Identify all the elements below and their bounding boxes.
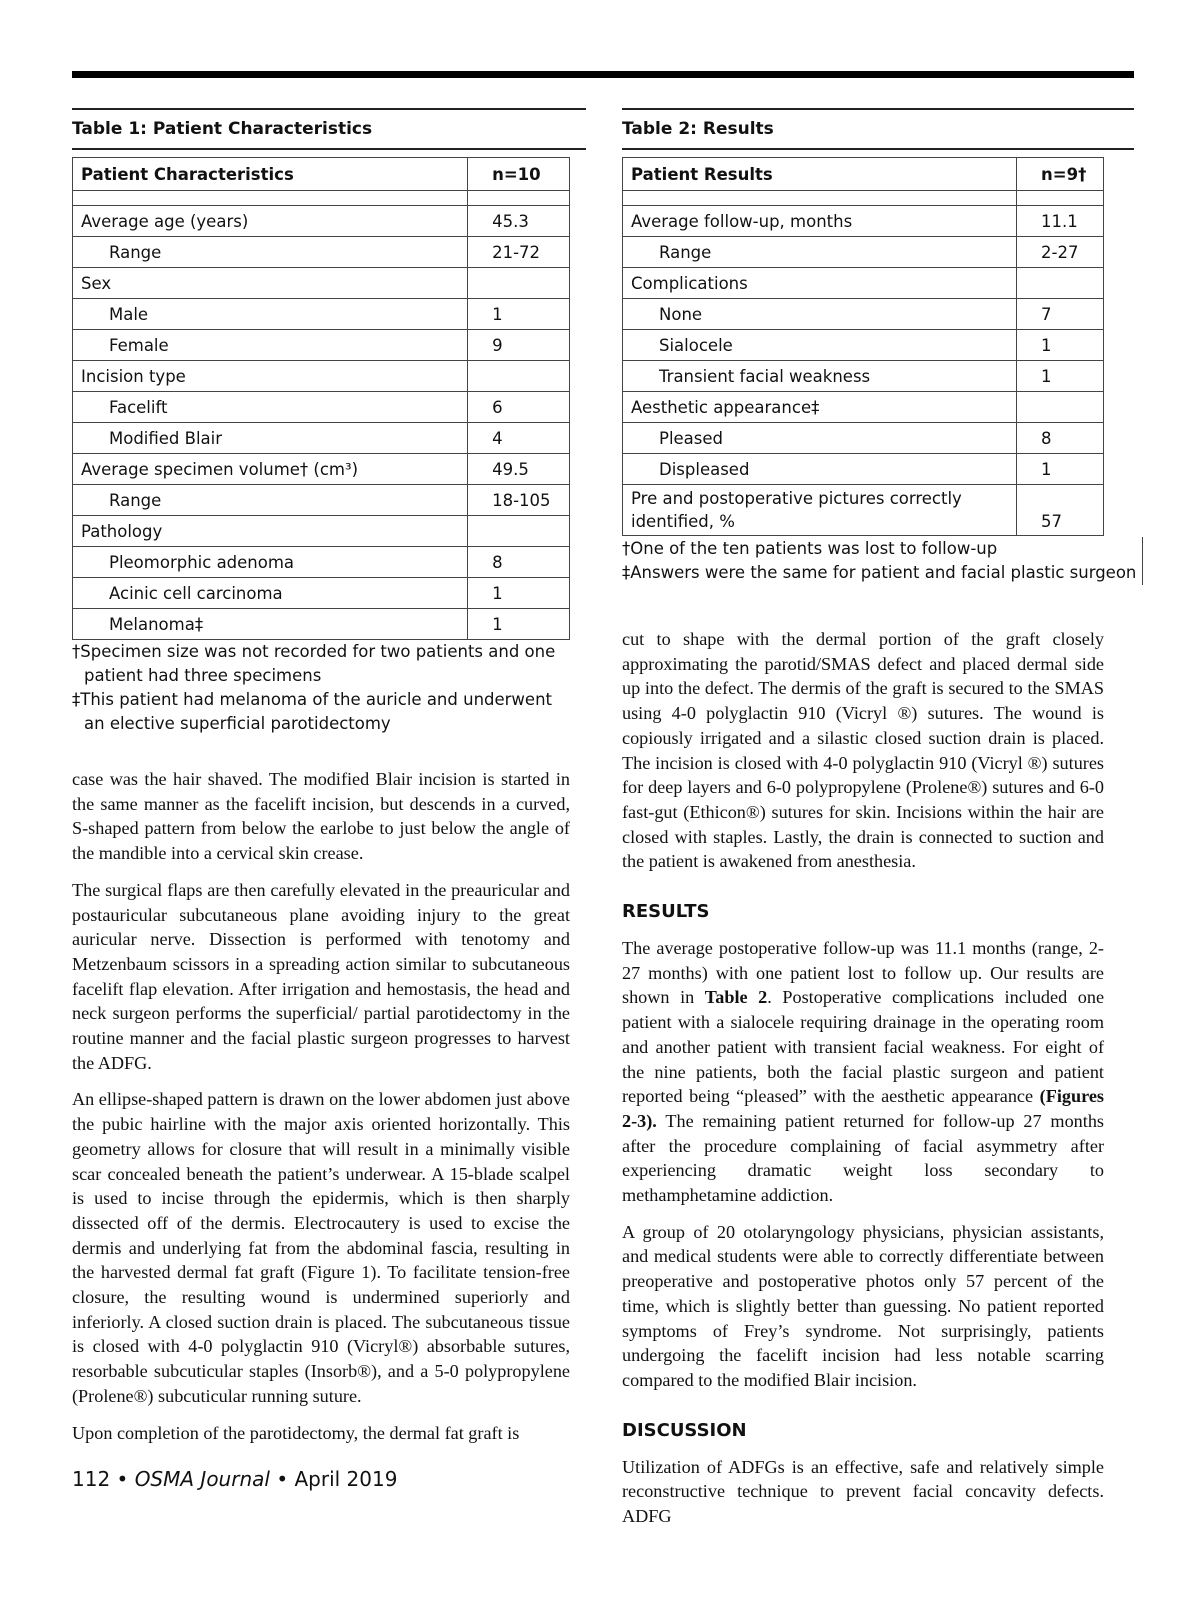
table-header-cell: Patient Results — [623, 158, 1017, 191]
row-label: Sex — [73, 268, 468, 299]
issue-date: • April 2019 — [276, 1467, 398, 1491]
row-value: 2-27 — [1017, 237, 1104, 268]
row-label: Displeased — [623, 454, 1017, 485]
row-label: Pleomorphic adenoma — [73, 547, 468, 578]
discussion-heading: DISCUSSION — [622, 1419, 747, 1441]
table-footnote: †Specimen size was not recorded for two patients and one patient had three specimens — [72, 642, 556, 685]
table-row — [73, 268, 570, 299]
row-value: 8 — [1017, 423, 1104, 454]
row-value: 1 — [1017, 454, 1104, 485]
table-header-row — [623, 158, 1104, 191]
paragraph: Utilization of ADFGs is an effective, safe and relatively simple reconstructive technique to prevent facial concavity defects. ADFG — [622, 1456, 1104, 1527]
results-paragraph: The average postoperative follow-up was 11.1 months (range, 2-27 months) with one patient lost to follow up. Our results are shown in Table 2. Postoperative complications included one patient with a sialocele requiring drainage in the operating room and another patient with transient facial weakness. For eight of the nine patients, both the facial plastic surgeon and patient reported being “pleased” with the aesthetic appearance (Figures 2-3). The remaining patient returned for follow-up 27 months after the procedure complaining of facial asymmetry after experiencing dramatic weight loss secondary to methamphetamine addiction. — [622, 938, 1105, 1206]
row-label: Range — [73, 237, 468, 268]
table-row — [73, 206, 570, 237]
table-header-cell: Patient Characteristics — [73, 158, 468, 191]
table-header-cell: n=9† — [1017, 158, 1104, 191]
row-label: Aesthetic appearance‡ — [623, 392, 1017, 423]
journal-name: OSMA Journal — [134, 1467, 270, 1491]
table-header-row — [73, 158, 570, 191]
row-value — [468, 516, 570, 547]
row-label: Pre and postoperative pictures correctly identified, % — [623, 485, 1017, 536]
row-label: Complications — [623, 268, 1017, 299]
table-row — [623, 485, 1104, 536]
table-row — [73, 392, 570, 423]
table-row — [623, 361, 1104, 392]
row-value: 18-105 — [468, 485, 570, 516]
paragraph: The surgical flaps are then carefully elevated in the preauricular and postauricular subcutaneous plane avoiding injury to the great auricular nerve. Dissection is performed with tenotomy and Metzenbaum scissors in a spreading action similar to subcutaneous facelift flap elevation. After irrigation and hemostasis, the head and neck surgeon performs the superficial/ partial parotidectomy in the routine manner and the facial plastic surgeon progresses to harvest the ADFG. — [72, 879, 570, 1073]
row-value: 4 — [468, 423, 570, 454]
table-footnote: ‡Answers were the same for patient and facial plastic surgeon — [622, 563, 1137, 582]
table-row — [73, 609, 570, 640]
row-value: 1 — [468, 578, 570, 609]
table-footnote: †One of the ten patients was lost to follow-up — [622, 539, 998, 558]
table-row — [73, 361, 570, 392]
table-row — [623, 392, 1104, 423]
table-header-cell: n=10 — [468, 158, 570, 191]
table-row — [73, 516, 570, 547]
row-label: Female — [73, 330, 468, 361]
paragraph: cut to shape with the dermal portion of the graft closely approximating the parotid/SMAS defect and placed dermal side up into the defect. The dermis of the graft is secured to the SMAS using 4-0 polyglactin 910 (Vicryl ®) sutures. The wound is copiously irrigated and a silastic closed suction drain is placed. The incision is closed with 4-0 polyglactin 910 (Vicryl ®) sutures for deep layers and 6-0 polypropylene (Prolene®) sutures and 6-0 fast-gut (Ethicon®) sutures for skin. Incisions within the hair are closed with staples. Lastly, the drain is connected to suction and the patient is awakened from anesthesia. — [622, 629, 1104, 872]
row-label: Male — [73, 299, 468, 330]
row-value: 1 — [468, 609, 570, 640]
row-value — [1017, 392, 1104, 423]
table-row — [623, 206, 1104, 237]
row-value: 7 — [1017, 299, 1104, 330]
table-row — [73, 299, 570, 330]
row-label: Modified Blair — [73, 423, 468, 454]
table-row — [73, 330, 570, 361]
row-label: Range — [623, 237, 1017, 268]
row-label: Melanoma‡ — [73, 609, 468, 640]
row-label: Transient facial weakness — [623, 361, 1017, 392]
row-value: 49.5 — [468, 454, 570, 485]
row-value: 9 — [468, 330, 570, 361]
row-value: 8 — [468, 547, 570, 578]
row-label: Facelift — [73, 392, 468, 423]
table2 — [622, 157, 1104, 536]
row-value: 1 — [1017, 330, 1104, 361]
row-label: None — [623, 299, 1017, 330]
table-row — [73, 485, 570, 516]
row-value — [1017, 268, 1104, 299]
row-label: Average specimen volume† (cm³) — [73, 454, 468, 485]
top-rule — [72, 71, 1134, 78]
table-footnote: ‡This patient had melanoma of the auricle and underwent an elective superficial parotidectomy — [72, 690, 553, 733]
table-row — [623, 237, 1104, 268]
table-row — [73, 423, 570, 454]
row-label: Incision type — [73, 361, 468, 392]
paragraph: Upon completion of the parotidectomy, the dermal fat graft is — [72, 1422, 520, 1443]
table-row — [623, 299, 1104, 330]
row-label: Average follow-up, months — [623, 206, 1017, 237]
row-value: 1 — [468, 299, 570, 330]
table1 — [72, 157, 570, 640]
paragraph: case was the hair shaved. The modified Blair incision is started in the same manner as the facelift incision, but descends in a curved, S-shaped pattern from below the earlobe to just below the angle of the mandible into a cervical skin crease. — [72, 769, 570, 864]
row-value — [468, 268, 570, 299]
row-label: Sialocele — [623, 330, 1017, 361]
row-label: Pleased — [623, 423, 1017, 454]
table-row — [623, 330, 1104, 361]
results-heading: RESULTS — [622, 901, 710, 923]
row-value: 11.1 — [1017, 206, 1104, 237]
table-row — [73, 454, 570, 485]
row-value: 6 — [468, 392, 570, 423]
figure-ref[interactable]: (Figures 2-3). — [622, 1086, 1104, 1131]
table2-caption: Table 2: Results — [622, 108, 1134, 150]
table1-caption: Table 1: Patient Characteristics — [72, 108, 586, 150]
page-footer — [72, 1467, 397, 1491]
page-number: 112 • — [72, 1467, 129, 1491]
paragraph: A group of 20 otolaryngology physicians, physician assistants, and medical students were able to correctly differentiate between preoperative and postoperative photos only 57 percent of the time, which is slightly better than guessing. No patient reported symptoms of Frey’s syndrome. Not surprisingly, patients undergoing the facelift incision had less notable scarring compared to the modified Blair incision. — [622, 1221, 1104, 1390]
table-row — [623, 268, 1104, 299]
table-row — [623, 454, 1104, 485]
table-ref[interactable]: Table 2 — [704, 987, 768, 1008]
right-body-text — [622, 627, 1104, 1541]
row-label: Pathology — [73, 516, 468, 547]
table-row — [73, 578, 570, 609]
row-value — [468, 361, 570, 392]
paragraph: An ellipse-shaped pattern is drawn on the lower abdomen just above the pubic hairline with the major axis oriented horizontally. This geometry allows for closure that will result in a minimally visible scar concealed beneath the patient’s underwear. A 15-blade scalpel is used to incise through the epidermis, which is then sharply dissected off of the dermis. Electrocautery is used to excise the dermis and underlying fat from the abdominal fascia, resulting in the harvested dermal fat graft (Figure 1). To facilitate tension-free closure, the resulting wound is undermined superiorly and inferiorly. A closed suction drain is placed. The subcutaneous tissue is closed with 4-0 polyglactin 910 (Vicryl®) absorbable sutures, resorbable subcuticular staples (Insorb®), and a 5-0 polypropylene (Prolene®) subcuticular running suture. — [72, 1089, 570, 1406]
row-value: 57 — [1017, 485, 1104, 536]
row-value: 45.3 — [468, 206, 570, 237]
left-body-text — [72, 767, 570, 1457]
row-label: Average age (years) — [73, 206, 468, 237]
row-label: Range — [73, 485, 468, 516]
row-value: 1 — [1017, 361, 1104, 392]
table-row — [623, 423, 1104, 454]
table-row — [73, 237, 570, 268]
row-value: 21-72 — [468, 237, 570, 268]
table2-notes — [622, 537, 1143, 585]
table-row — [73, 547, 570, 578]
row-label: Acinic cell carcinoma — [73, 578, 468, 609]
table1-notes — [72, 640, 572, 736]
